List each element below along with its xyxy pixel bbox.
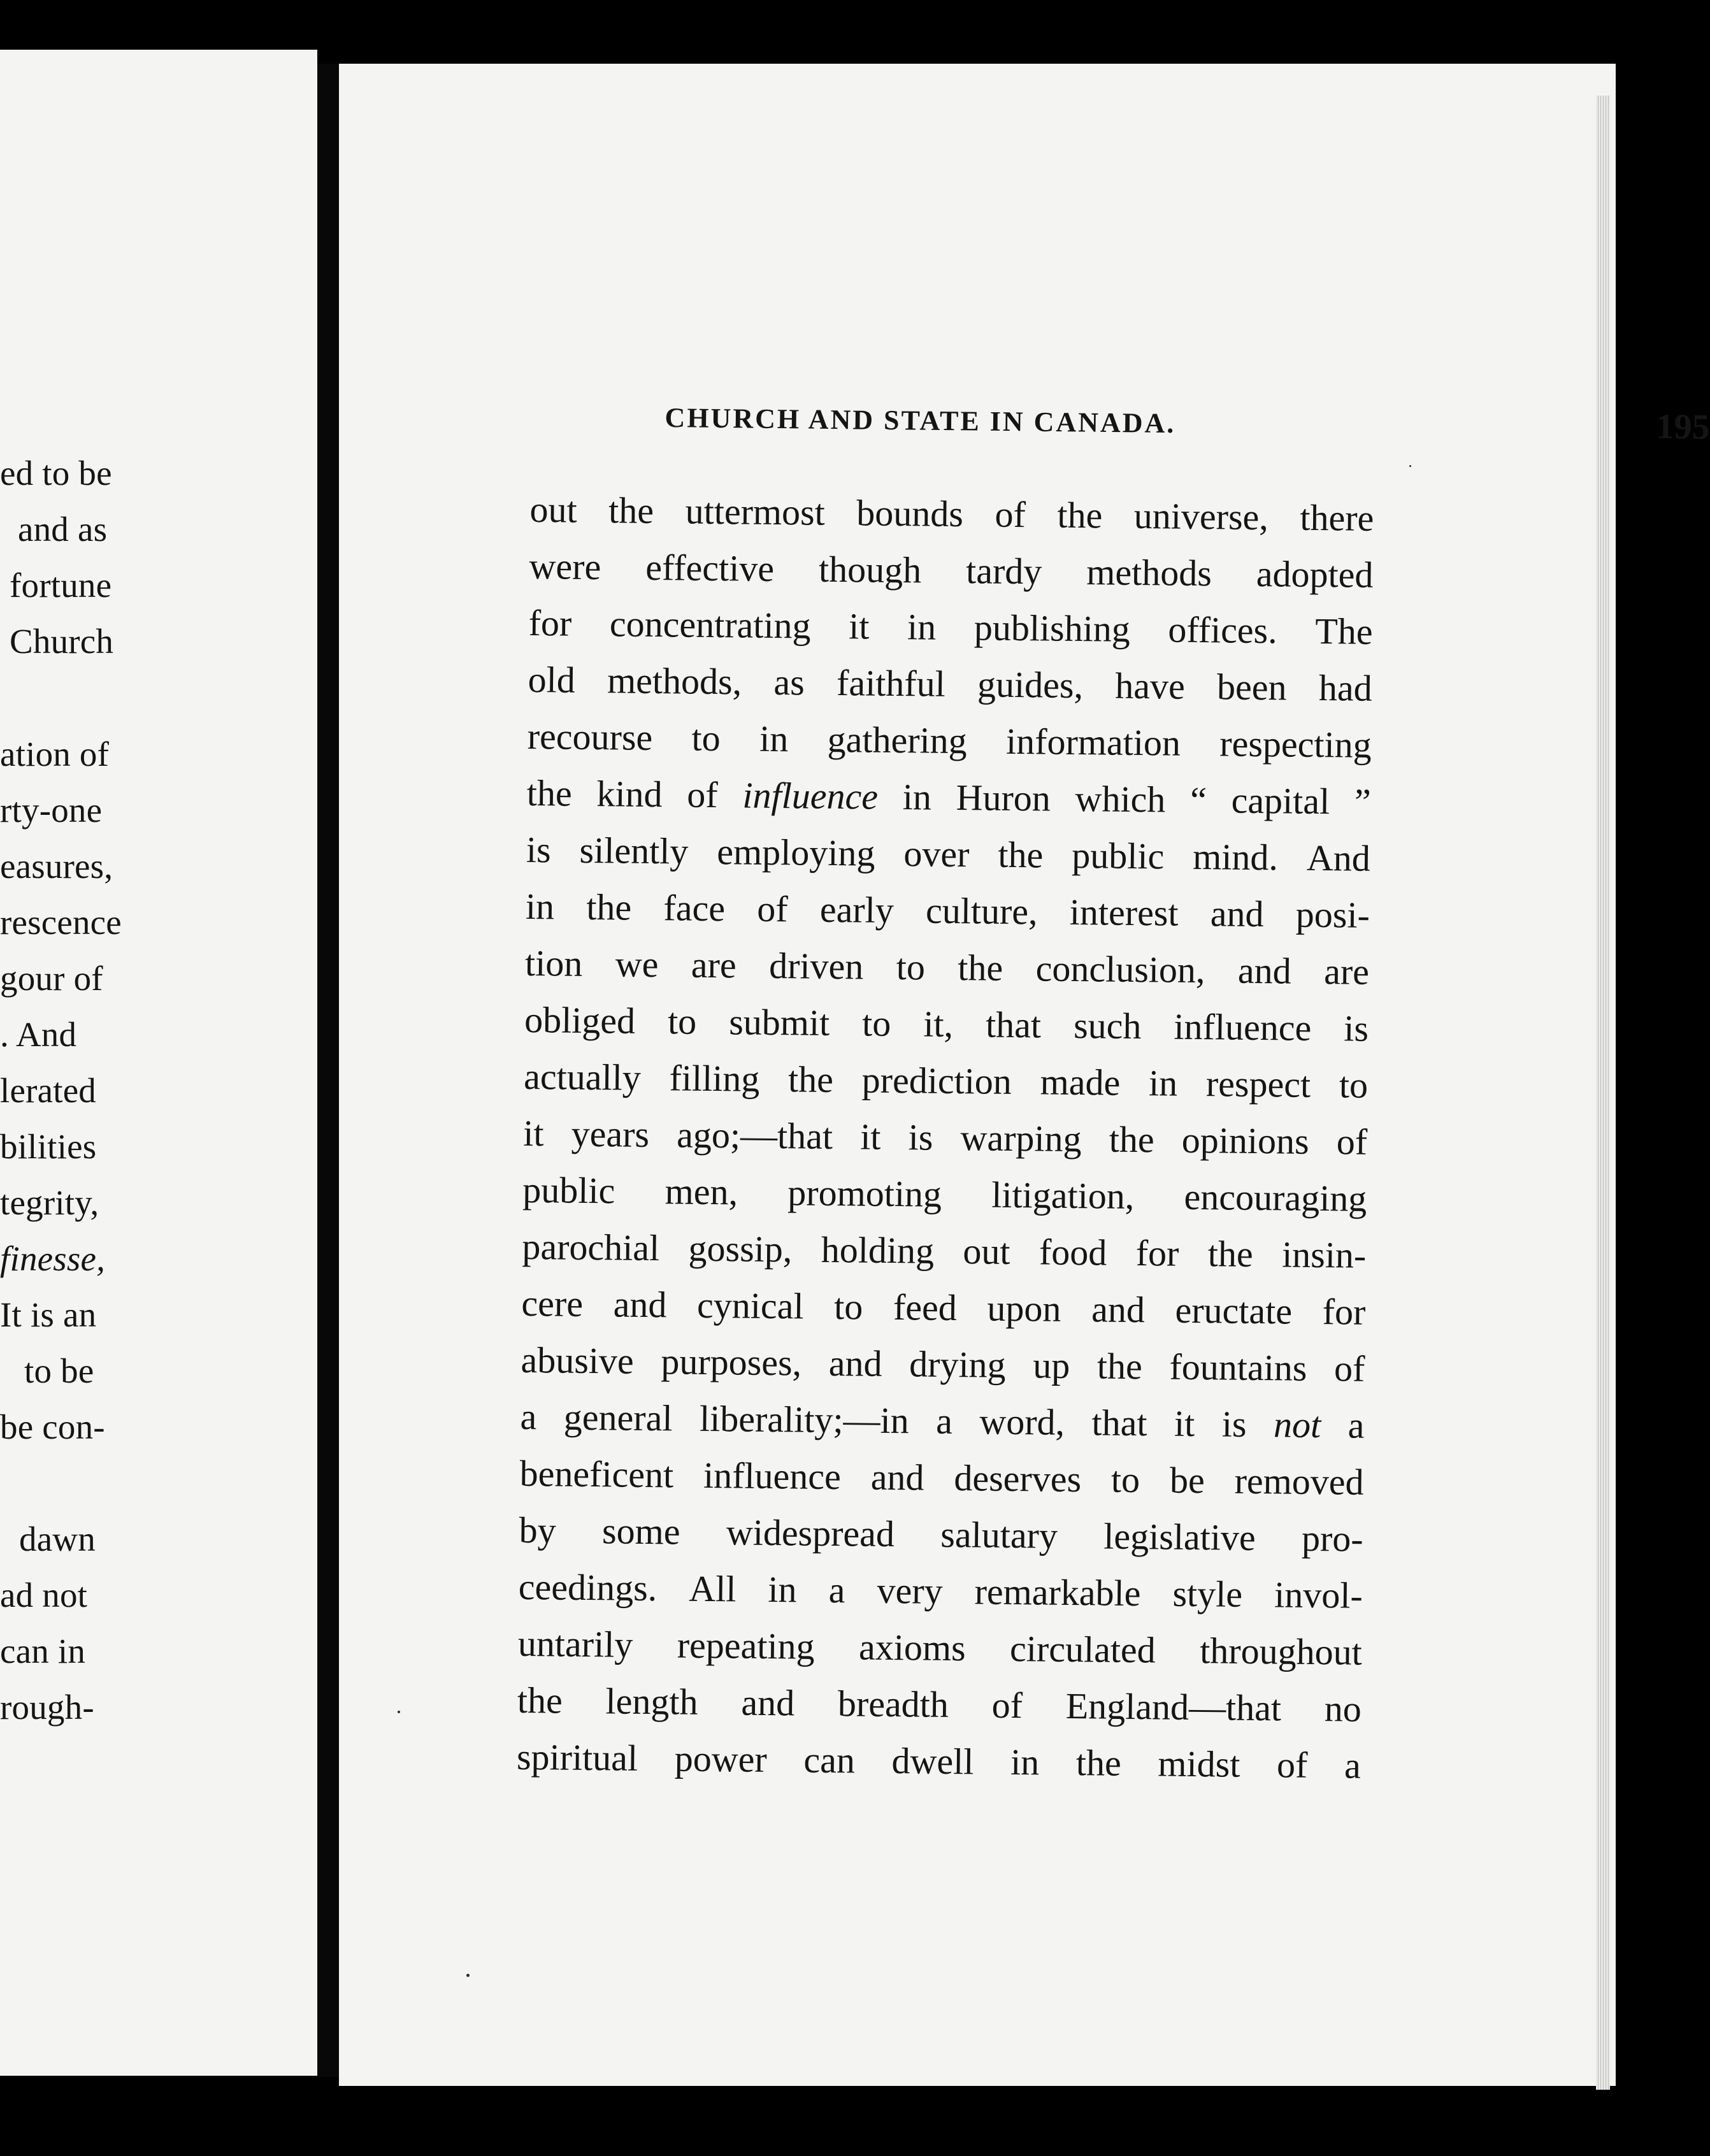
text-line [519,1502,1363,1567]
word: pro- [1301,1517,1364,1560]
word: the [586,886,632,928]
word: it [848,605,870,647]
right-page [339,64,1710,2086]
word: to [861,1002,891,1044]
word: in [759,717,789,760]
word: salutary [940,1513,1058,1556]
word: obliged [524,998,636,1042]
word: respect [1205,1063,1311,1105]
word: offices. [1168,608,1278,652]
word: interest [1069,891,1179,934]
word: style [1172,1572,1243,1615]
word: drying [909,1343,1006,1386]
word: cere [521,1282,584,1325]
word: midst [1158,1743,1240,1785]
word: the [517,1679,563,1721]
word: it [1174,1402,1195,1445]
word: were [529,545,601,588]
word: gathering [827,718,968,762]
word: of [1276,1744,1308,1786]
word: fountains [1169,1346,1307,1389]
word: of [756,888,788,930]
left-page-line: It is an [0,1295,97,1334]
word: to [667,1000,697,1042]
word: silently [579,829,689,872]
word: the [1207,1233,1254,1275]
word: of [687,773,719,816]
word: England—that [1065,1685,1282,1729]
word: and [613,1283,667,1326]
paper-speck [398,1711,400,1713]
word: information [1005,720,1181,764]
word: been [1216,666,1287,708]
word: in [907,606,937,648]
text-line [528,651,1372,717]
word: liberality;—in [699,1397,909,1442]
left-page-line: be con- [0,1407,105,1446]
page-edges [1596,96,1610,2090]
word: the [526,772,573,814]
text-line [519,1445,1364,1511]
word: as [773,661,805,703]
word: the [787,1058,834,1101]
word: encouraging [1184,1175,1367,1219]
word: a [1347,1404,1365,1446]
word: And [1306,837,1371,879]
word: widespread [726,1511,895,1555]
word: general [563,1396,673,1439]
text-line [527,708,1372,773]
word: remarkable [974,1570,1141,1614]
word: capital [1231,779,1330,823]
word: that [985,1003,1042,1046]
left-page-line: and as [18,510,108,549]
word: the [1075,1742,1122,1784]
word: culture, [925,889,1038,933]
word: length [605,1680,698,1723]
word: a [1344,1744,1362,1786]
word: though [818,548,922,591]
text-line [521,1275,1366,1340]
word: in [1010,1741,1040,1783]
text-line [522,1161,1367,1227]
word: “ [1189,779,1207,821]
word: in [902,776,932,818]
left-page-line: finesse, [0,1239,106,1278]
text-line [529,538,1374,603]
word: respecting [1219,722,1372,766]
word: driven [768,944,864,988]
word: kind [596,773,663,816]
word: to [833,1286,863,1328]
word: concentrating [609,603,811,647]
left-page-line: fortune [10,566,112,605]
text-line [524,991,1369,1057]
left-page-line: rescence [0,903,122,942]
word: a [828,1569,845,1611]
word: for [1322,1291,1366,1333]
word: to [1110,1458,1140,1501]
word: legislative [1103,1515,1256,1559]
word: removed [1234,1460,1364,1503]
word: of [991,1684,1023,1727]
body-text [517,481,1374,1794]
text-line [526,821,1370,887]
text-line [528,594,1373,660]
word: is [908,1116,933,1158]
word: invol- [1274,1574,1363,1616]
word: have [1114,665,1186,707]
word: power [674,1737,768,1781]
text-line [524,1048,1369,1114]
word: up [1032,1344,1070,1386]
word: All [688,1567,736,1610]
word: years [571,1112,650,1156]
word: dwell [891,1740,974,1783]
word: such [1073,1004,1142,1047]
word: circulated [1009,1627,1156,1671]
word: feed [893,1286,958,1329]
left-page-line: ation of [0,735,110,773]
word: are [691,944,737,986]
book-spine [317,64,339,2077]
running-title: CHURCH AND STATE IN CANADA. [665,401,1176,440]
word: spiritual [516,1736,638,1779]
left-page [0,50,317,2076]
word: universe, [1133,494,1269,538]
word: promoting [787,1172,942,1215]
text-line [529,481,1374,547]
word: for [1135,1232,1179,1274]
word: and [741,1681,795,1724]
word: influence [742,774,879,817]
word: guides, [977,663,1084,707]
word: public [522,1168,615,1212]
word: in [768,1569,797,1611]
word: very [877,1569,943,1612]
word: publishing [974,607,1131,650]
word: insin- [1281,1233,1367,1276]
word: the [608,489,654,532]
word: out [529,488,577,531]
word: filling [669,1057,760,1100]
text-line [517,1672,1362,1737]
word: purposes, [661,1340,802,1384]
paper-speck [466,1974,470,1977]
word: gossip, [688,1227,793,1270]
left-page-line: easures, [0,847,113,886]
word: there [1300,496,1374,539]
word: breadth [837,1683,949,1725]
word: men, [665,1170,738,1213]
word: we [615,943,659,986]
word: repeating [677,1624,815,1667]
left-page-line: bilities [0,1127,97,1166]
word: word, [979,1400,1065,1443]
word: tion [524,942,583,984]
word: warping [960,1117,1082,1160]
word: eructate [1175,1289,1293,1332]
word: adopted [1256,552,1374,596]
word: upon [987,1287,1061,1330]
word: and [828,1342,882,1384]
word: a [935,1400,953,1442]
left-page-line: tegrity, [0,1183,99,1222]
word: influence [703,1454,842,1498]
paper-speck [1409,465,1411,467]
word: untarily [517,1622,633,1665]
word: of [1333,1348,1365,1390]
word: by [519,1509,557,1551]
word: and [1091,1288,1146,1331]
text-line [521,1332,1365,1397]
word: of [995,493,1026,536]
word: employing [717,831,875,874]
word: recourse [527,715,653,759]
word: for [528,601,572,644]
word: the [1096,1345,1143,1388]
text-line [522,1218,1367,1284]
word: it [522,1112,544,1154]
word: it [859,1116,881,1158]
left-page-line: to be [24,1351,94,1390]
word: the [958,947,1003,989]
word: made [1040,1061,1121,1103]
text-line [517,1615,1362,1681]
left-page-line: lerated [0,1071,97,1110]
word: opinions [1181,1119,1309,1162]
left-page-line: rough- [0,1688,94,1727]
word: throughout [1199,1630,1363,1673]
word: it, [923,1003,954,1045]
word: effective [645,546,775,590]
word: over [903,833,970,875]
word: the [1109,1118,1154,1161]
word: out [963,1230,1010,1272]
text-line [525,935,1370,1000]
word: and [1210,893,1264,935]
word: early [819,888,895,931]
left-page-line: ad not [0,1576,88,1614]
word: to [896,946,926,988]
word: some [601,1510,680,1553]
word: cynical [696,1284,804,1327]
word: methods [1086,551,1212,594]
word: which [1075,777,1166,821]
word: be [1169,1459,1205,1502]
word: tardy [965,550,1042,593]
running-head [665,395,1710,448]
word: that [1091,1402,1147,1444]
word: influence [1174,1005,1312,1049]
text-line [526,878,1370,944]
text-line [526,765,1371,830]
word: deserves [954,1457,1082,1500]
word: bounds [856,492,964,535]
word: to [1339,1064,1369,1106]
left-page-line: can in [0,1632,86,1671]
word: and [870,1456,924,1498]
word: ceedings. [518,1565,657,1609]
word: not [1273,1404,1321,1446]
word: and [1237,949,1292,992]
word: had [1318,666,1372,709]
word: old [528,658,576,701]
word: is [526,828,551,871]
word: in [1148,1062,1178,1104]
word: are [1323,951,1370,993]
left-page-line: . And [0,1015,77,1054]
word: is [1343,1007,1369,1049]
word: ago;—that [676,1114,833,1158]
word: axioms [858,1626,966,1669]
word: posi- [1295,893,1370,936]
word: public [1071,834,1165,877]
word: to [691,717,721,759]
word: in [525,885,555,928]
word: The [1315,610,1373,652]
word: ” [1354,780,1372,823]
word: faithful [836,662,946,705]
word: a [520,1395,537,1438]
word: parochial [522,1225,660,1269]
left-page-line: ed to be [0,454,112,492]
word: no [1324,1688,1362,1730]
word: Huron [956,777,1051,819]
left-page-line: gour of [0,959,103,998]
left-page-line: dawn [19,1520,96,1558]
word: litigation, [991,1174,1135,1217]
word: mind. [1192,835,1279,879]
word: abusive [521,1339,635,1382]
word: uttermost [685,490,826,533]
left-page-line: Church [10,622,114,661]
word: food [1038,1231,1107,1274]
word: actually [523,1055,642,1098]
word: prediction [861,1059,1012,1102]
word: methods, [607,659,742,703]
word: holding [821,1228,935,1272]
word: is [1221,1403,1247,1445]
left-page-line: rty-one [0,791,103,830]
word: face [663,887,726,930]
text-line [518,1558,1363,1624]
word: of [1336,1121,1368,1163]
word: beneficent [519,1452,674,1496]
word: can [803,1739,856,1781]
word: conclusion, [1035,947,1205,991]
word: the [998,833,1044,876]
page-number: 195 [1656,406,1710,447]
word: the [1057,494,1103,536]
word: submit [728,1001,830,1044]
text-line [523,1105,1368,1170]
text-line [520,1388,1365,1454]
text-line [517,1728,1362,1794]
